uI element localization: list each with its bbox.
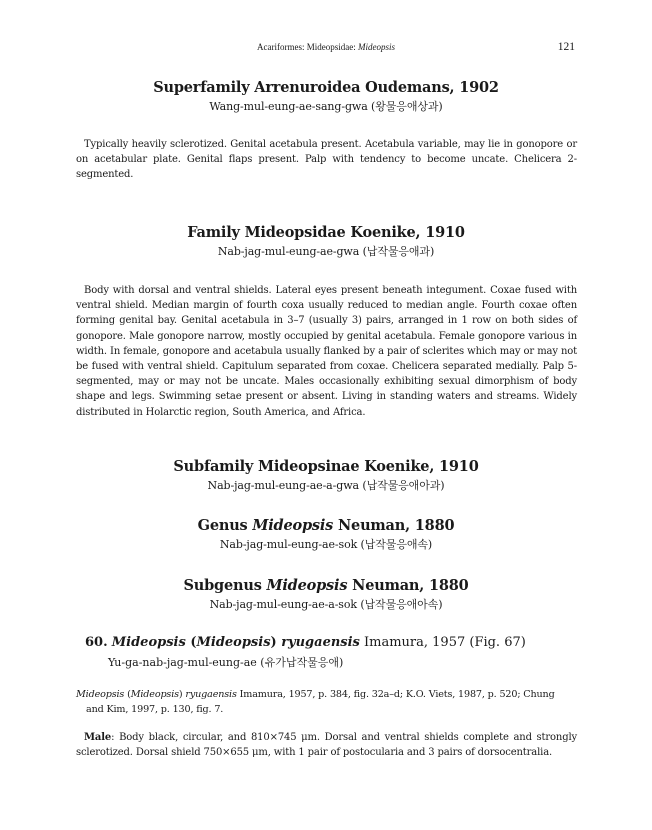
superfamily-description-text: Typically heavily sclerotized. Genital acetabula present. Acetabula variable, may lie in gonopore or on acetabular plate. Genital flaps present. Palp with tendency to become uncate. Chelicera 2-segmented. <box>76 139 577 181</box>
species-subgenus: Mideopsis <box>196 635 271 650</box>
family-description-text: Body with dorsal and ventral shields. Lateral eyes present beneath integument. Coxae fused with ventral shield. Median margin of fourth coxa usually reduced to median angle. Fourth coxae often forming genital bay. Genital acetabula in 3–7 (usually 3) pairs, arranged in 1 row on both sides of gonopore. Male gonopore narrow, mostly occupied by genital acetabula. Female gonopore various in width. In female, gonopore and acetabula usually flanked by a pair of sclerites which may or may not be fused with ventral shield. Capitulum separated from coxae. Chelicera separated medially. Palp 5-segmented, may or may not be uncate. Males occasionally exhibiting sexual dimorphism of body shape and legs. Swimming setae present or absent. Living in standing waters and streams. Widely distributed in Holarctic region, South America, and Africa. <box>76 285 577 418</box>
running-head-genus: Mideopsis <box>357 42 395 52</box>
family-korean-name: Nab-jag-mul-eung-ae-gwa (납작물응애과) <box>217 245 435 258</box>
family-heading <box>0 224 652 259</box>
family-title: Family Mideopsidae Koenike, 1910 <box>187 224 465 241</box>
superfamily-description <box>76 137 577 183</box>
genus-korean-name: Nab-jag-mul-eung-ae-sok (납작물응애속) <box>219 538 433 551</box>
genus-title <box>0 517 652 535</box>
genus-heading <box>0 517 652 552</box>
species-heading <box>85 634 585 652</box>
subgenus-author: Neuman, 1880 <box>347 577 469 594</box>
synonymy-references: Imamura, 1957, p. 384, fig. 32a–d; K.O. Viets, 1987, p. 520; Chung <box>236 689 555 700</box>
superfamily-heading <box>0 79 652 114</box>
species-korean-name: Yu-ga-nab-jag-mul-eung-ae (유가납작물응애) <box>108 656 344 669</box>
male-text: : Body black, circular, and 810×745 μm. Dorsal and ventral shields complete and strongly sclerotized. Dorsal shield 750×655 μm, with 1 pair of postocularia and 3 pairs of dorsocentralia. <box>76 732 577 759</box>
genus-author: Neuman, 1880 <box>333 517 455 534</box>
synonymy-subgenus: Mideopsis <box>130 689 179 700</box>
synonymy-epithet: ryugaensis <box>185 689 237 700</box>
subfamily-korean-name: Nab-jag-mul-eung-ae-a-gwa (납작물응애아과) <box>207 479 445 492</box>
subgenus-korean-name: Nab-jag-mul-eung-ae-a-sok (납작물응애아속) <box>209 598 443 611</box>
subgenus-title <box>0 577 652 595</box>
subgenus-prefix: Subgenus <box>183 577 267 594</box>
species-subgenus-open: ( <box>185 635 197 650</box>
synonymy-block <box>76 687 577 717</box>
superfamily-title: Superfamily Arrenuroidea Oudemans, 1902 <box>153 79 499 96</box>
species-number: 60. <box>85 635 108 650</box>
subfamily-title: Subfamily Mideopsinae Koenike, 1910 <box>173 458 479 475</box>
synonymy-references-continued: and Kim, 1997, p. 130, fig. 7. <box>86 704 224 715</box>
male-description <box>76 730 577 760</box>
species-genus: Mideopsis <box>111 635 186 650</box>
synonymy-genus: Mideopsis <box>76 689 125 700</box>
species-author-figure: Imamura, 1957 (Fig. 67) <box>359 635 526 650</box>
male-label: Male <box>84 732 112 743</box>
genus-prefix: Genus <box>197 517 253 534</box>
genus-name: Mideopsis <box>252 517 334 534</box>
subfamily-heading <box>0 458 652 493</box>
page-number: 121 <box>557 41 575 53</box>
page-header <box>0 42 652 58</box>
species-epithet: ryugaensis <box>281 635 360 650</box>
running-head <box>0 42 652 52</box>
synonymy-paren-open: ( <box>124 689 131 700</box>
superfamily-korean-name: Wang-mul-eung-ae-sang-gwa (왕물응애상과) <box>209 100 443 113</box>
running-head-text: Acariformes: Mideopsidae: <box>257 42 358 52</box>
synonymy-paren-close: ) <box>178 689 186 700</box>
species-subgenus-close: ) <box>270 635 282 650</box>
subgenus-name: Mideopsis <box>266 577 348 594</box>
family-description <box>76 283 577 420</box>
subgenus-heading <box>0 577 652 612</box>
